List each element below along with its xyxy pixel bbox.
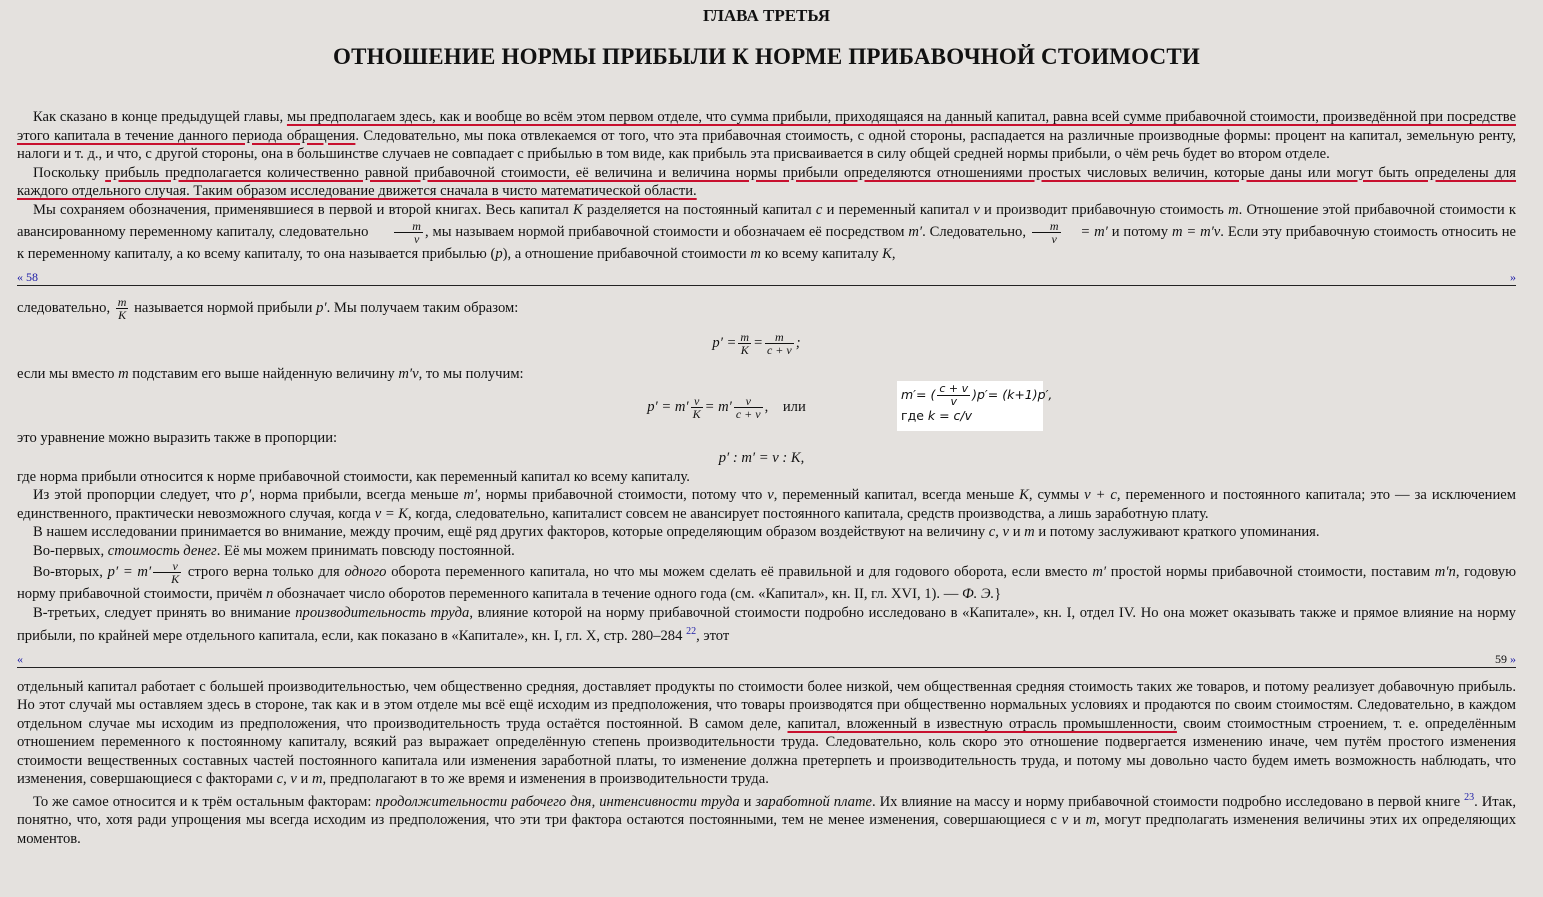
page-break-59 <box>17 653 1516 668</box>
formula-2: p′ = m′ $\frac{v}{K}$ = m′ $\frac{v}{c + v}$ , или m′= ( $\frac{c + v}{v}$ )p′= (k+1)p′, где k = c/v <box>17 387 1516 427</box>
formula-3: p′ : m′ = v : K, <box>718 449 805 466</box>
paragraph-14: То же самое относится и к трём остальным факторам: продолжительности рабочего дня, интенсивности труда и заработной плате. Их влияние на массу и норму прибавочной стоимости подробно исследовано в первой книге $^{23}$. Итак, понятно, что, хотя ради упрощения мы всегда исходим из предположения, что эти три фактора остаются постоянными, тем не менее изменения, совершающиеся с v и m, могут предполагать изменения величины этих их определяющих моментов. <box>17 791 1517 847</box>
document-page <box>17 0 1516 848</box>
next-page-link[interactable]: » <box>1510 651 1516 666</box>
prev-page-link[interactable]: « <box>17 651 23 666</box>
paragraph-10: Во-первых, стоимость денег. Её мы можем принимать повсюду постоянной. <box>33 542 515 559</box>
highlighted-text: капитал, вложенный в известную отрасль промышленности, <box>787 715 1177 732</box>
fraction-m-over-v: $\frac{m}{v}$ <box>1032 220 1061 245</box>
paragraph-7: где норма прибыли относится к норме прибавочной стоимости, как переменный капитал ко всему капиталу. <box>17 468 690 485</box>
formula-note-box: m′= ( $\frac{c + v}{v}$ )p′= (k+1)p′, где k = c/v <box>897 381 1043 431</box>
paragraph-3: Мы сохраняем обозначения, применявшиеся в первой и второй книгах. Весь капитал K разделяется на постоянный капитал c и переменный капитал v и производит прибавочную стоимость m. Отношение этой прибавочной стоимости к авансированному переменному капиталу, следовательно $\frac{m}{v}$ , мы называем нормой прибавочной стоимости и обозначаем её посредством m′. Следовательно, $\frac{m}{v}$ = m′ и потому m = m′v. Если эту прибавочную стоимость относить не к переменному капиталу, а ко всему капиталу, то она называется прибылью (p), а отношение прибавочной стоимости m ко всему капиталу K, <box>17 201 1517 262</box>
page-break-58 <box>17 271 1516 286</box>
paragraph-11: Во-вторых, p′ = m′ $\frac{v}{K}$ строго верна только для одного оборота переменного капитала, но что мы можем сделать её правильной и для годового оборота, если вместо m′ простой нормы прибавочной стоимости, поставим m′n, годовую норму прибавочной стоимости, причём n обозначает число оборотов переменного капитала в течение одного года (см. «Капитал», кн. II, гл. XVI, 1). — Ф. Э.} <box>17 559 1516 602</box>
paragraph-9: В нашем исследовании принимается во внимание, между прочим, ещё ряд других факторов, которые определяющим образом воздействуют на величину c, v и m и потому заслуживают краткого упоминания. <box>33 524 1320 540</box>
paragraph-5: если мы вместо m подставим его выше найденную величину m′v, то мы получим: <box>17 365 524 382</box>
paragraph-6: это уравнение можно выразить также в пропорции: <box>17 430 338 446</box>
paragraph-12: В-третьих, следует принять во внимание производительность труда, влияние которой на норму прибавочной стоимости подробно исследовано в «Капитале», кн. I, отдел IV. Но она может оказывать также и прямое влияние на норму прибыли, по крайней мере отдельного капитала, если, как показано в «Капитале», кн. I, гл. X, стр. 280–284 $^{22}$, этот <box>17 605 1516 644</box>
fraction-m-over-K: $\frac{m}{K}$ <box>117 294 127 322</box>
paragraph-4: следовательно, $\frac{m}{K}$ называется нормой прибыли p′. Мы получаем таким образом: <box>17 294 519 322</box>
next-page-link[interactable]: » <box>1510 269 1516 284</box>
highlighted-text: прибыль предполагается количественно равной прибавочной стоимости, её величина и величина нормы прибыли определяются отношениями простых числовых величин, которые даны или могут быть определены для каждого отдельного случая. Таким образом исследование движется сначала в чисто математической области. <box>17 164 1517 199</box>
chapter-title: ОТНОШЕНИЕ НОРМЫ ПРИБЫЛИ К НОРМЕ ПРИБАВОЧНОЙ СТОИМОСТИ <box>333 44 1200 69</box>
prev-page-link[interactable]: « 58 <box>17 269 38 284</box>
page-number: 59 <box>1495 651 1507 666</box>
highlighted-text: мы предполагаем здесь, как и вообще во всём этом первом отделе, что сумма прибыли, приходящаяся на данный капитал, равна всей сумме прибавочной стоимости, произведённой при посредстве этого капитала в течение данного периода обращения <box>17 109 1516 144</box>
paragraph-8: Из этой пропорции следует, что p′, норма прибыли, всегда меньше m′, нормы прибавочной стоимости, потому что v, переменный капитал, всегда меньше K, суммы v + c, переменного и постоянного капитала; это — за исключением единственного, практически невозможного случая, когда v = K, когда, следовательно, капиталист совсем не авансирует постоянного капитала, средств производства, а лишь заработную плату. <box>17 487 1516 522</box>
paragraph-1: Как сказано в конце предыдущей главы, мы предполагаем здесь, как и вообще во всём этом первом отделе, что сумма прибыли, приходящаяся на данный капитал, равна всей сумме прибавочной стоимости, произведённой при посредстве этого капитала в течение данного периода обращения. Следовательно, мы пока отвлекаемся от того, что эта прибавочная стоимость, с одной стороны, распадается на различные производные формы: процент на капитал, земельную ренту, налоги и т. д., и что, с другой стороны, она в большинстве случаев не совпадает с прибылью в том виде, как прибыль эта присваивается в силу общей средней нормы прибыли, о чём речь будет во втором отделе. <box>17 109 1516 162</box>
paragraph-2: Поскольку прибыль предполагается количественно равной прибавочной стоимости, её величина и величина нормы прибыли определяются отношениями простых числовых величин, которые даны или могут быть определены для каждого отдельного случая. Таким образом исследование движется сначала в чисто математической области. <box>17 164 1517 199</box>
formula-1: p′ = $\frac{m}{K}$ = $\frac{m}{c + v}$ ; <box>712 329 801 357</box>
footnote-link-22[interactable]: 22 <box>686 625 697 637</box>
footnote-link-23[interactable]: 23 <box>1464 791 1475 803</box>
chapter-heading: ГЛАВА ТРЕТЬЯ <box>702 6 830 25</box>
paragraph-13: отдельный капитал работает с большей производительностью, чем общественно средняя, доставляет продукты по стоимости более низкой, чем общественная средняя стоимость таких же товаров, и потому реализует добавочную прибыль. Но этот случай мы оставляем здесь в стороне, так как и в этом отделе мы всё ещё исходим из предположения, что товары производятся при общественно нормальных условиях и продаются по своим стоимостям. Следовательно, в каждом отдельном случае мы исходим из предположения, что производительность труда остаётся постоянной. В самом деле, капитал, вложенный в известную отрасль промышленности, своим стоимостным строением, т. е. определённым отношением переменного к постоянному капиталу, всякий раз выражает определённую степень производительности труда. Следовательно, коль скоро это отношение подвергается изменению иначе, чем путём простого изменения стоимости вещественных составных частей постоянного капитала или изменения заработной платы, то изменение должна претерпеть и производительность труда, и потому мы довольно часто будем иметь возможность наблюдать, что изменения, совершающиеся с факторами c, v и m, предполагают в то же время и изменения в производительности труда. <box>17 678 1516 788</box>
fraction-m-over-v: $\frac{m}{v}$ <box>394 220 423 245</box>
